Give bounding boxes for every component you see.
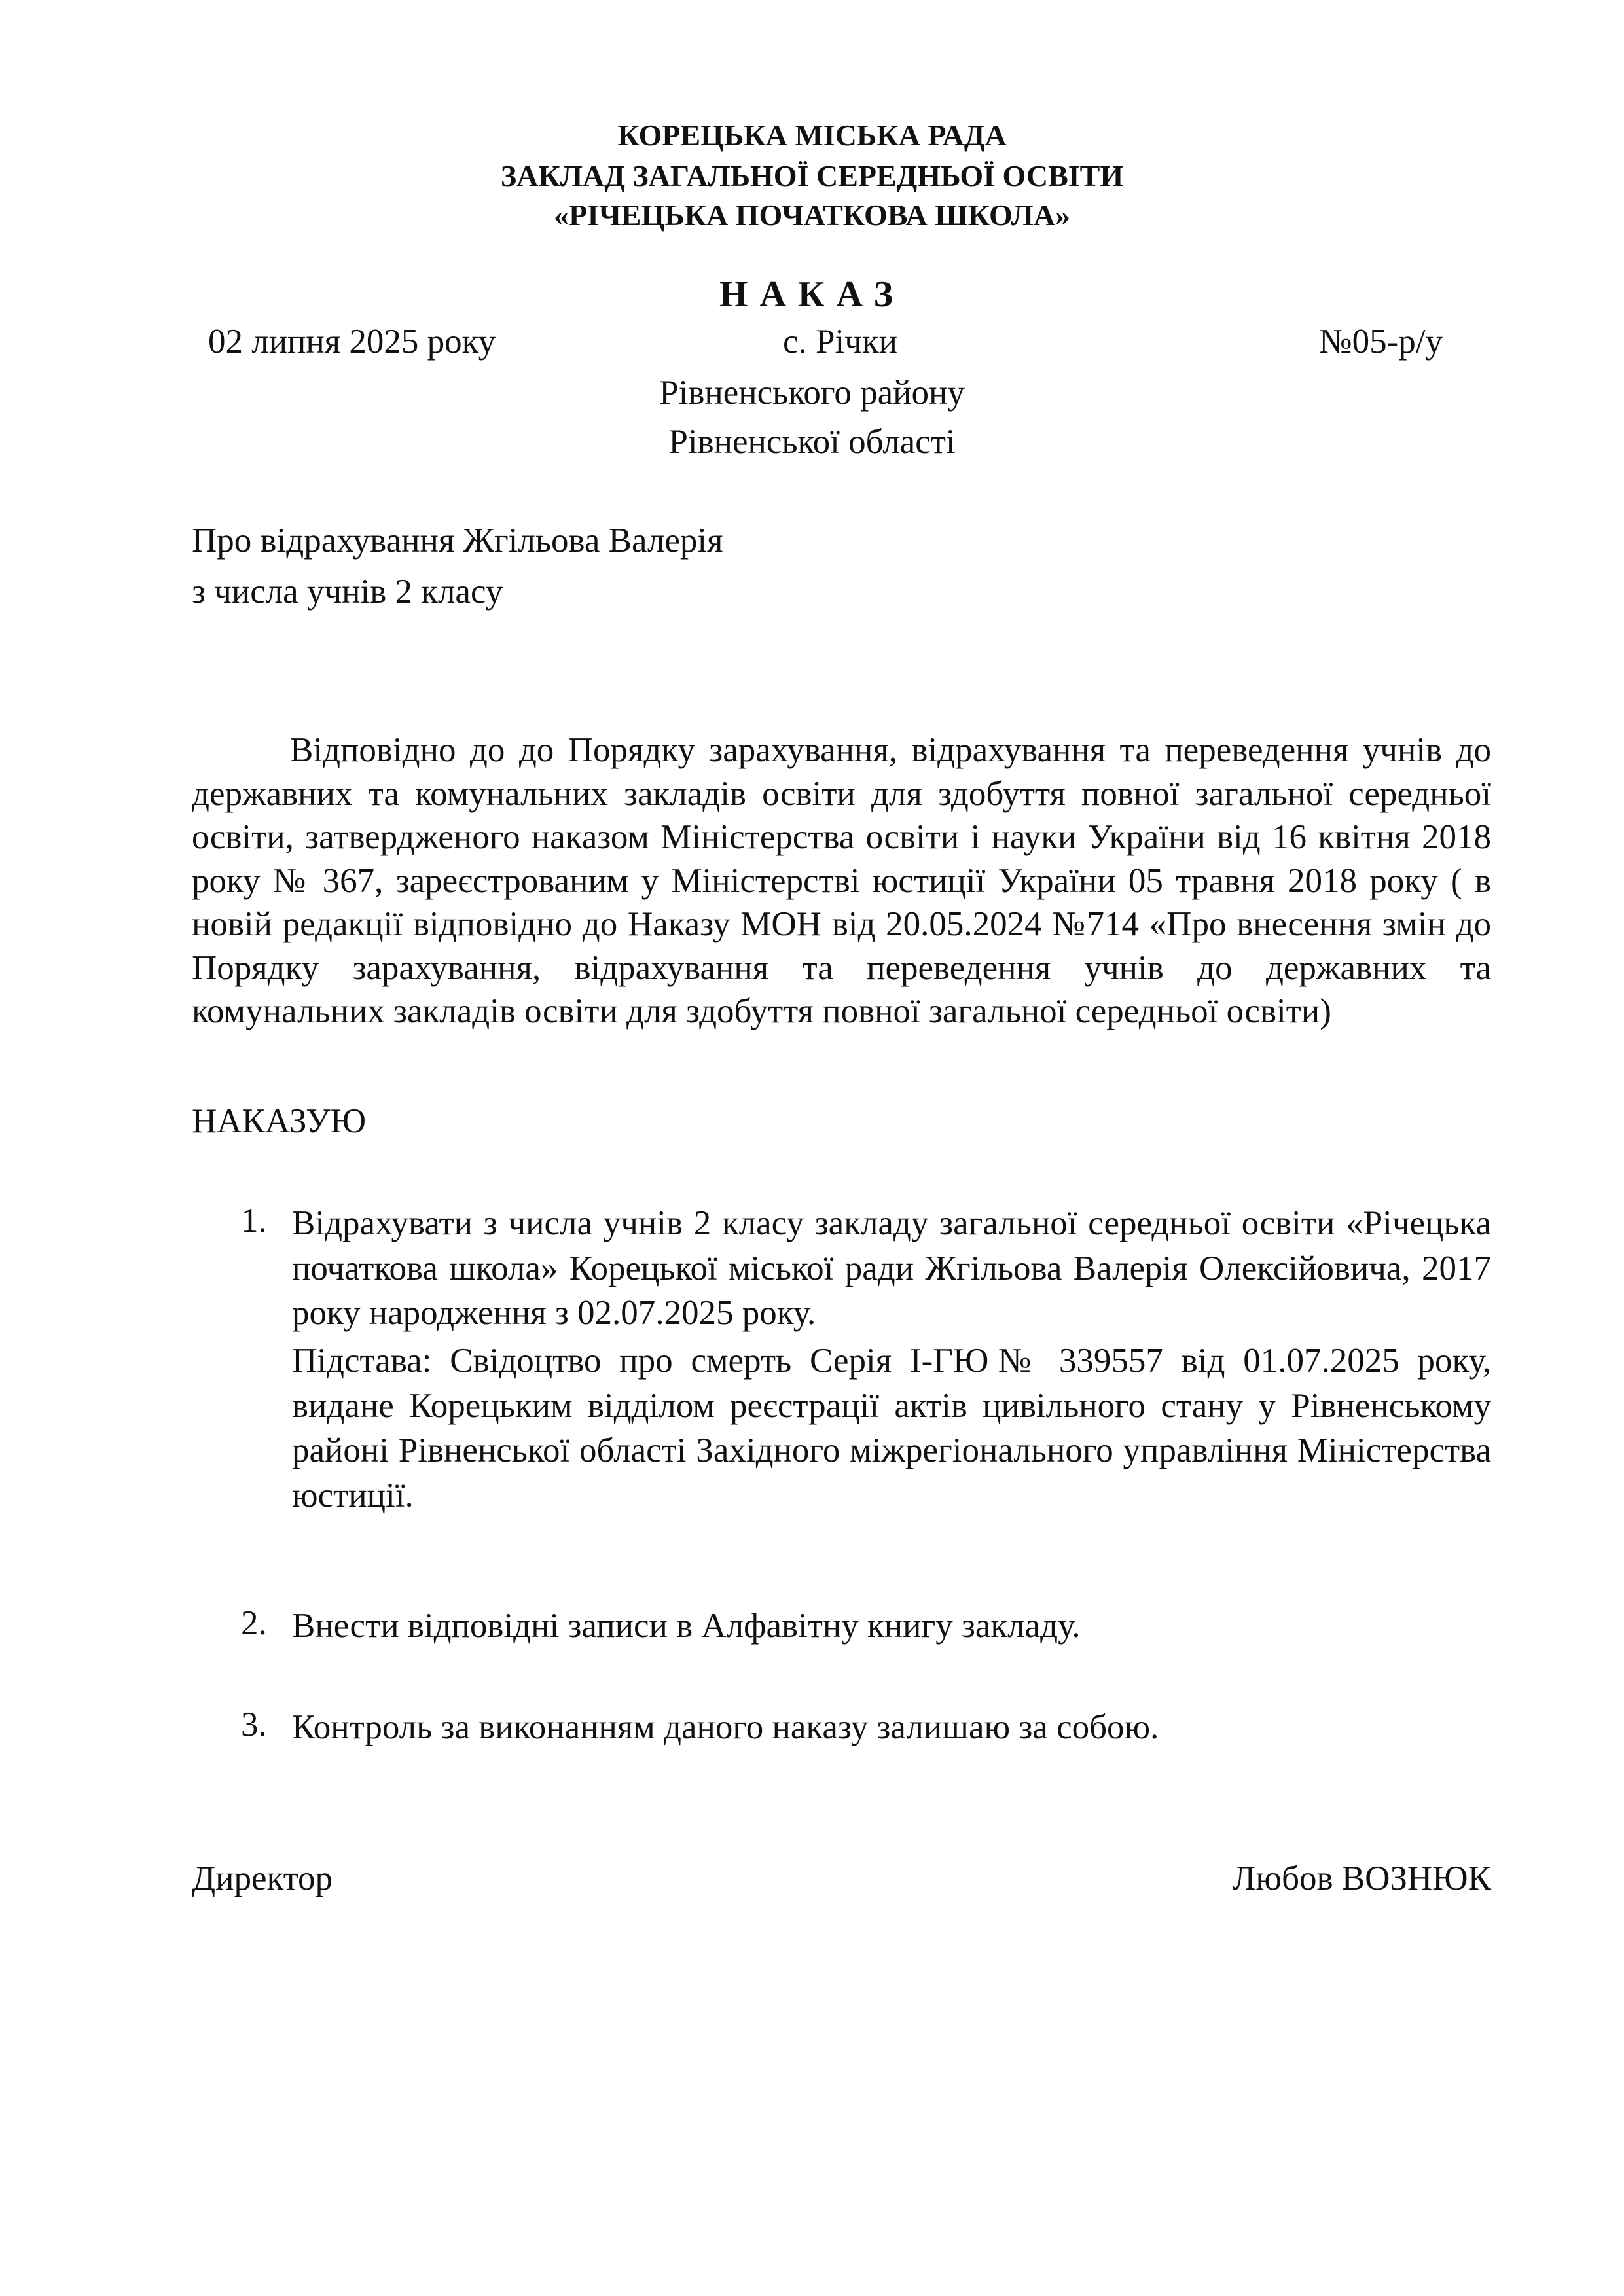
header-council: КОРЕЦЬКА МІСЬКА РАДА <box>617 118 1007 152</box>
subject-line-1: Про відрахування Жгільова Валерія <box>192 522 723 560</box>
order-number: №05-р/у <box>1319 323 1443 361</box>
signature-name: Любов ВОЗНЮК <box>1232 1859 1491 1897</box>
order-title: НАКАЗ <box>719 274 905 315</box>
signature-position: Директор <box>192 1859 333 1897</box>
item-text: Відрахувати з числа учнів 2 класу закладу загальної середньої освіти «Річецька початкова школа» Корецької міської ради Жгільова Валерія Олексійовича, 2017 року народження з 02.07.2025 року. <box>292 1204 1491 1332</box>
item-number: 1. <box>241 1202 267 1240</box>
order-date: 02 липня 2025 року <box>208 323 496 361</box>
order-region: Рівненської області <box>668 423 956 461</box>
header-institution: ЗАКЛАД ЗАГАЛЬНОЇ СЕРЕДНЬОЇ ОСВІТИ <box>500 159 1124 192</box>
header-school: «РІЧЕЦЬКА ПОЧАТКОВА ШКОЛА» <box>554 198 1070 232</box>
subject-line-2: з числа учнів 2 класу <box>192 573 503 611</box>
order-word: НАКАЗУЮ <box>192 1102 367 1140</box>
order-district: Рівненського району <box>659 374 965 412</box>
item-text: Внести відповідні записи в Алфавітну книгу закладу. <box>292 1607 1081 1645</box>
item-text: Контроль за виконанням даного наказу залишаю за собою. <box>292 1708 1159 1746</box>
item-number: 2. <box>241 1604 267 1642</box>
preamble-paragraph: Відповідно до до Порядку зарахування, відрахування та переведення учнів до державних та комунальних закладів освіти для здобуття повної загальної середньої освіти, затвердженого наказом Міністерства освіти і науки України від 16 квітня 2018 року № 367, зареєстрованим у Міністерстві юстиції України 05 травня 2018 року ( в новій редакції відповідно до Наказу МОН від 20.05.2024 №714 «Про внесення змін до Порядку зарахування, відрахування та переведення учнів до державних та комунальних закладів освіти для здобуття повної загальної середньої освіти) <box>192 731 1491 1030</box>
order-place: с. Річки <box>783 323 897 361</box>
item-number: 3. <box>241 1706 267 1744</box>
item-basis: Підстава: Свідоцтво про смерть Серія І-ГЮ№ 339557 від 01.07.2025 року, видане Корецьким відділом реєстрації актів цивільного стану у Рівненському районі Рівненської області Західного міжрегіонального управління Міністерства юстиції. <box>292 1342 1491 1515</box>
